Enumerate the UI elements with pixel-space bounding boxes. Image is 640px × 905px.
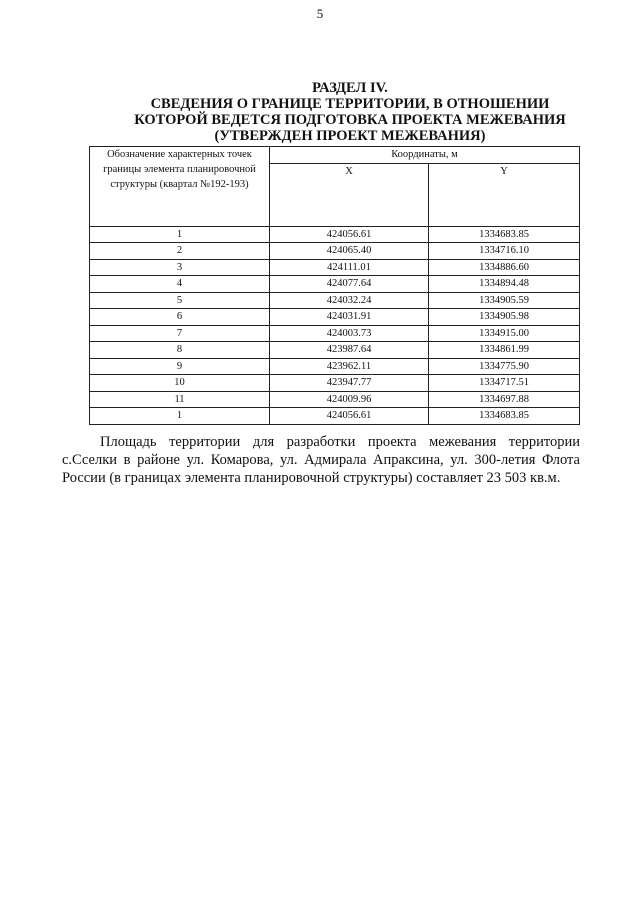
section-heading [90,80,610,144]
table-row [90,226,580,243]
table-row [90,259,580,276]
boundary-points-table [89,146,580,425]
x-coordinate-cell: 424032.24 [270,292,429,309]
y-column-header: Y [429,163,580,226]
section-heading-line: РАЗДЕЛ IV. [312,80,388,96]
y-coordinate-cell: 1334775.90 [429,358,580,375]
table-row [90,243,580,260]
y-coordinate-cell: 1334886.60 [429,259,580,276]
section-heading-line: (УТВЕРЖДЕН ПРОЕКТ МЕЖЕВАНИЯ) [214,128,486,144]
table-row [90,375,580,392]
x-coordinate-cell: 424077.64 [270,276,429,293]
point-designation-header: Обозначение характерных точек границы элемента планировочной структуры (квартал №192-193) [90,147,270,227]
x-coordinate-cell: 423947.77 [270,375,429,392]
table-row [90,342,580,359]
point-cell: 1 [90,408,270,425]
coordinates-header: Координаты, м [270,147,580,164]
y-coordinate-cell: 1334915.00 [429,325,580,342]
point-cell: 7 [90,325,270,342]
x-coordinate-cell: 424003.73 [270,325,429,342]
table-row [90,292,580,309]
table-row [90,276,580,293]
area-paragraph [62,433,580,487]
y-coordinate-cell: 1334716.10 [429,243,580,260]
table-row [90,309,580,326]
point-cell: 2 [90,243,270,260]
x-coordinate-cell: 423987.64 [270,342,429,359]
table-body [90,226,580,424]
page-number: 5 [316,6,324,21]
x-coordinate-cell: 424056.61 [270,408,429,425]
section-heading-line: СВЕДЕНИЯ О ГРАНИЦЕ ТЕРРИТОРИИ, В ОТНОШЕНИИ [150,96,550,112]
point-cell: 8 [90,342,270,359]
point-cell: 10 [90,375,270,392]
y-coordinate-cell: 1334861.99 [429,342,580,359]
y-coordinate-cell: 1334683.85 [429,408,580,425]
table-row [90,325,580,342]
x-coordinate-cell: 424031.91 [270,309,429,326]
x-coordinate-cell: 424065.40 [270,243,429,260]
y-coordinate-cell: 1334905.98 [429,309,580,326]
y-coordinate-cell: 1334905.59 [429,292,580,309]
y-coordinate-cell: 1334683.85 [429,226,580,243]
point-cell: 4 [90,276,270,293]
point-cell: 11 [90,391,270,408]
y-coordinate-cell: 1334717.51 [429,375,580,392]
x-coordinate-cell: 423962.11 [270,358,429,375]
point-cell: 6 [90,309,270,326]
x-column-header: X [270,163,429,226]
y-coordinate-cell: 1334894.48 [429,276,580,293]
point-cell: 3 [90,259,270,276]
x-coordinate-cell: 424111.01 [270,259,429,276]
x-coordinate-cell: 424056.61 [270,226,429,243]
point-cell: 1 [90,226,270,243]
table-row [90,408,580,425]
section-heading-line: КОТОРОЙ ВЕДЕТСЯ ПОДГОТОВКА ПРОЕКТА МЕЖЕВАНИЯ [134,112,566,128]
y-coordinate-cell: 1334697.88 [429,391,580,408]
point-cell: 5 [90,292,270,309]
area-paragraph-text: Площадь территории для разработки проекта межевания территории с.Сселки в районе ул. Комарова, ул. Адмирала Апраксина, ул. 300-летия Флота России (в границах элемента планировочной структуры) составляет 23 503 кв.м. [62,434,580,486]
table-row [90,358,580,375]
x-coordinate-cell: 424009.96 [270,391,429,408]
table-row [90,391,580,408]
point-cell: 9 [90,358,270,375]
